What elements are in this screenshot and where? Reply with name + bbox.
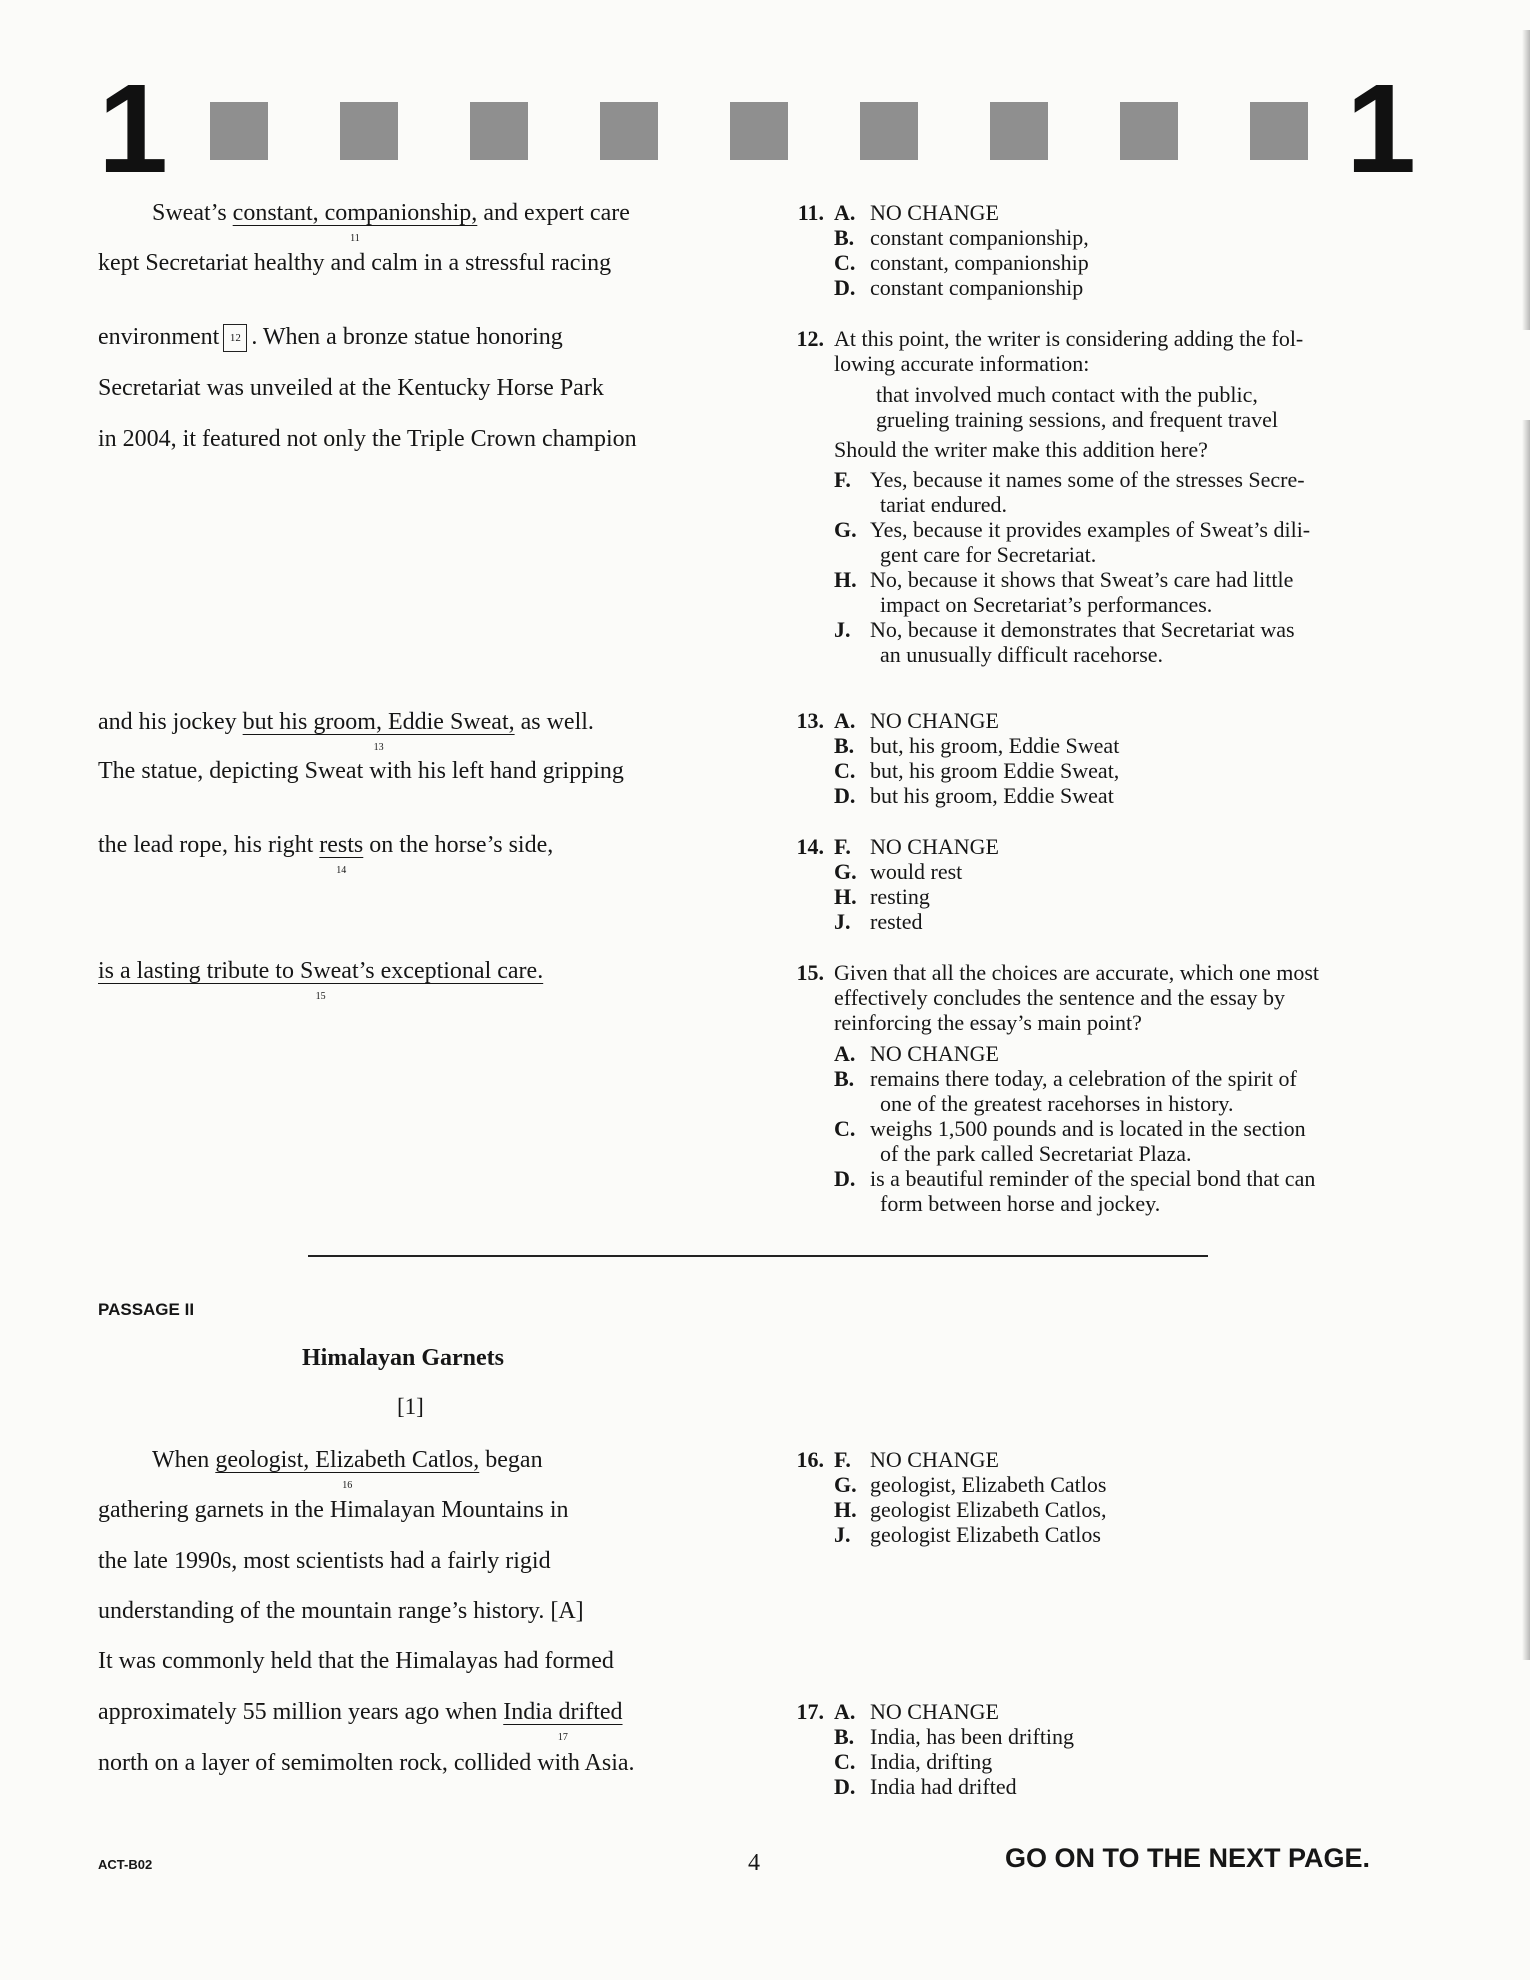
question-marker-15: 15 — [315, 991, 326, 1002]
header-block — [470, 102, 528, 160]
answer-option[interactable]: NO CHANGE — [870, 200, 999, 225]
answer-option[interactable]: but his groom, Eddie Sweat — [870, 783, 1114, 808]
header-block — [860, 102, 918, 160]
answer-option[interactable]: NO CHANGE — [870, 708, 999, 733]
passage-line: and his jockey but his groom, Eddie Sweat, 13 as well. — [98, 707, 594, 737]
answer-option[interactable]: NO CHANGE — [870, 834, 999, 859]
passage-line: environment 12 . When a bronze statue honoring — [98, 322, 563, 352]
passage-divider — [308, 1255, 1208, 1257]
answer-option[interactable]: NO CHANGE — [870, 1699, 999, 1724]
header-block — [1120, 102, 1178, 160]
passage-line: in 2004, it featured not only the Triple Crown champion — [98, 426, 637, 452]
passage-line: Secretariat was unveiled at the Kentucky Horse Park — [98, 375, 604, 401]
quoted-addition: that involved much contact with the public, — [876, 382, 1258, 407]
passage-line: When geologist, Elizabeth Catlos, 16 began — [152, 1445, 543, 1475]
passage-line: gathering garnets in the Himalayan Mountains in — [98, 1497, 569, 1523]
underlined-portion-17: India drifted — [503, 1699, 623, 1725]
page-number: 4 — [748, 1850, 760, 1876]
section-number-right: 1 — [1346, 58, 1413, 199]
answer-option[interactable]: geologist Elizabeth Catlos, — [870, 1497, 1107, 1522]
answer-option[interactable]: geologist Elizabeth Catlos — [870, 1522, 1101, 1547]
underlined-portion-16: geologist, Elizabeth Catlos, — [215, 1447, 480, 1473]
question-marker-17: 17 — [557, 1732, 568, 1743]
answer-option[interactable]: No, because it demonstrates that Secretariat was — [870, 617, 1295, 642]
passage-line: approximately 55 million years ago when India drifted 17 — [98, 1697, 623, 1727]
answer-option[interactable]: Yes, because it provides examples of Sweat’s dili- — [870, 517, 1311, 542]
question-14: 14. F. NO CHANGE G. would rest H. resting J. rested — [796, 834, 999, 934]
answer-option[interactable]: India had drifted — [870, 1774, 1017, 1799]
question-11: 11. A. NO CHANGE B. constant companionship, C. constant, companionship D. constant companionship — [797, 200, 1089, 300]
go-on-notice: GO ON TO THE NEXT PAGE. — [1005, 1843, 1371, 1873]
question-12: 12. At this point, the writer is considering adding the fol- lowing accurate information: that involved much contact with the public, grueling training sessions, and frequent travel Should the writer make this addition here? F. Yes, because it names some of the stresses Secre- tariat endured. G. Yes, because it provides examples of Sweat’s dili- gent care for Secretariat. H. No, because it shows that Sweat’s care had little impact on Secretariat’s performances. J. No, because it demonstrates that Secretariat was an unusually difficult racehorse. — [780, 326, 1420, 667]
underlined-portion-13: but his groom, Eddie Sweat, — [242, 709, 515, 735]
question-17: 17. A. NO CHANGE B. India, has been drifting C. India, drifting D. India had drifted — [796, 1699, 1075, 1799]
answer-option[interactable]: India, drifting — [870, 1749, 993, 1774]
question-marker-13: 13 — [373, 742, 384, 753]
header-block — [1250, 102, 1308, 160]
passage-line: Sweat’s constant, companionship, 11 and expert care — [152, 198, 630, 228]
header-block — [600, 102, 658, 160]
header-block — [730, 102, 788, 160]
question-15: 15. Given that all the choices are accurate, which one most effectively concludes the sentence and the essay by reinforcing the essay’s main point? A. NO CHANGE B. remains there today, a celebration of the spirit of one of the greatest racehorses in history. C. weighs 1,500 pounds and is located in the section of the park called Secretariat Plaza. D. is a beautiful reminder of the special bond that can form between horse and jockey. — [796, 960, 1320, 1216]
question-marker-11: 11 — [350, 233, 360, 244]
answer-option[interactable]: rested — [870, 909, 923, 934]
header-block — [990, 102, 1048, 160]
section-number-left: 1 — [98, 58, 165, 199]
answer-option[interactable]: NO CHANGE — [870, 1447, 999, 1472]
answer-option[interactable]: Yes, because it names some of the stresses Secre- — [870, 467, 1305, 492]
paragraph-number: [1] — [397, 1394, 424, 1419]
answer-option[interactable]: resting — [870, 884, 930, 909]
answer-option[interactable]: constant companionship — [870, 275, 1084, 300]
passage-line: north on a layer of semimolten rock, collided with Asia. — [98, 1750, 635, 1776]
passage-line: understanding of the mountain range’s history. [A] — [98, 1598, 584, 1624]
answer-option[interactable]: but, his groom, Eddie Sweat — [870, 733, 1120, 758]
answer-option[interactable]: NO CHANGE — [870, 1041, 999, 1066]
answer-option[interactable]: No, because it shows that Sweat’s care had little — [870, 567, 1294, 592]
answer-option[interactable]: remains there today, a celebration of the spirit of — [870, 1066, 1297, 1091]
form-code: ACT-B02 — [98, 1857, 153, 1872]
underlined-portion-11: constant, companionship, — [232, 200, 478, 226]
scan-edge-shadow — [1522, 420, 1530, 1660]
underlined-portion-15: is a lasting tribute to Sweat’s exceptional care. — [98, 958, 544, 984]
question-box-12: 12 — [223, 324, 247, 352]
answer-option[interactable]: constant companionship, — [870, 225, 1089, 250]
underlined-portion-14: rests — [319, 832, 364, 858]
answer-option[interactable]: is a beautiful reminder of the special bond that can — [870, 1166, 1316, 1191]
scan-edge-shadow — [1522, 30, 1530, 330]
question-16: 16. F. NO CHANGE G. geologist, Elizabeth Catlos H. geologist Elizabeth Catlos, J. geologist Elizabeth Catlos — [796, 1447, 1107, 1547]
answer-option[interactable]: weighs 1,500 pounds and is located in the section — [870, 1116, 1306, 1141]
answer-option[interactable]: would rest — [870, 859, 963, 884]
question-13: 13. A. NO CHANGE B. but, his groom, Eddie Sweat C. but, his groom Eddie Sweat, D. but his groom, Eddie Sweat — [796, 708, 1120, 808]
answer-option[interactable]: but, his groom Eddie Sweat, — [870, 758, 1120, 783]
header-block — [340, 102, 398, 160]
passage-line — [98, 956, 544, 1002]
answer-option[interactable]: constant, companionship — [870, 250, 1089, 275]
header-block — [210, 102, 268, 160]
question-marker-16: 16 — [342, 1480, 353, 1491]
passage-label: PASSAGE II — [98, 1300, 195, 1319]
passage-line: The statue, depicting Sweat with his left hand gripping — [98, 758, 624, 784]
passage-line: the late 1990s, most scientists had a fairly rigid — [98, 1548, 551, 1574]
answer-option[interactable]: India, has been drifting — [870, 1724, 1075, 1749]
passage-line: the lead rope, his right rests 14 on the horse’s side, — [98, 830, 553, 860]
passage-line: kept Secretariat healthy and calm in a stressful racing — [98, 250, 612, 276]
question-marker-14: 14 — [336, 865, 347, 876]
passage-line: It was commonly held that the Himalayas had formed — [98, 1648, 614, 1674]
answer-option[interactable]: geologist, Elizabeth Catlos — [870, 1472, 1107, 1497]
passage-title: Himalayan Garnets — [302, 1345, 504, 1371]
